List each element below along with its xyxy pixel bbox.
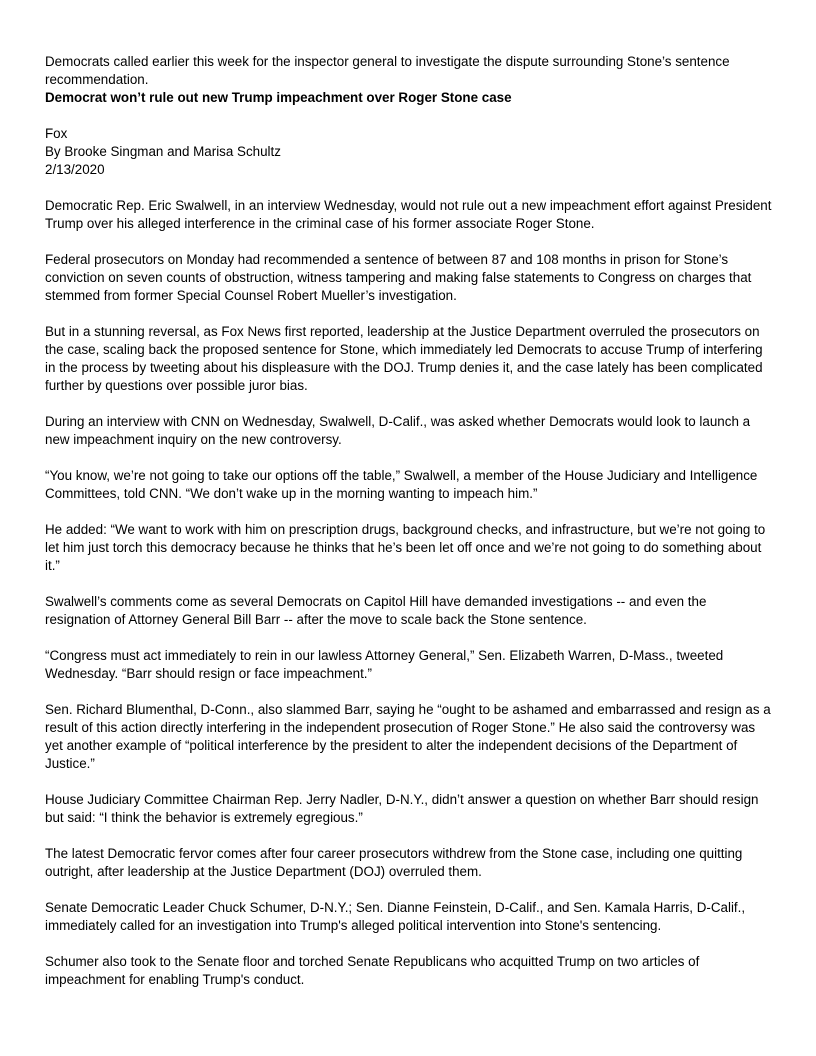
byline: By Brooke Singman and Marisa Schultz xyxy=(45,144,281,159)
paragraph: He added: “We want to work with him on prescription drugs, background checks, and infrastructure, but we’re not going to let him just torch this democracy because he thinks that he’s been let off once and we’re not going to do something about it.” xyxy=(45,522,766,573)
paragraph: Swalwell’s comments come as several Democrats on Capitol Hill have demanded investigations -- and even the resignation of Attorney General Bill Barr -- after the move to scale back the Stone sentence. xyxy=(45,594,707,627)
intro-text: Democrats called earlier this week for the inspector general to investigate the dispute surrounding Stone’s sentence recommendation. xyxy=(45,54,730,87)
paragraph: Democratic Rep. Eric Swalwell, in an interview Wednesday, would not rule out a new impeachment effort against President Trump over his alleged interference in the criminal case of his former associate Roger Stone. xyxy=(45,198,772,231)
article-body xyxy=(45,197,773,989)
document-page xyxy=(45,53,773,989)
paragraph: Sen. Richard Blumenthal, D-Conn., also slammed Barr, saying he “ought to be ashamed and embarrassed and resign as a result of this action directly interfering in the independent prosecution of Roger Stone.” He also said the controversy was yet another example of “political interference by the president to alter the independent decisions of the Department of Justice.” xyxy=(45,702,771,771)
byline-block xyxy=(45,125,773,179)
paragraph: “You know, we’re not going to take our options off the table,” Swalwell, a member of the House Judiciary and Intelligence Committees, told CNN. “We don’t wake up in the morning wanting to impeach him.” xyxy=(45,468,758,501)
source-name: Fox xyxy=(45,126,68,141)
paragraph: Federal prosecutors on Monday had recommended a sentence of between 87 and 108 months in prison for Stone’s conviction on seven counts of obstruction, witness tampering and making false statements to Congress on charges that stemmed from former Special Counsel Robert Mueller’s investigation. xyxy=(45,252,752,303)
publish-date: 2/13/2020 xyxy=(45,162,105,177)
paragraph: Schumer also took to the Senate floor and torched Senate Republicans who acquitted Trump on two articles of impeachment for enabling Trump's conduct. xyxy=(45,954,700,987)
paragraph: During an interview with CNN on Wednesday, Swalwell, D-Calif., was asked whether Democrats would look to launch a new impeachment inquiry on the new controversy. xyxy=(45,414,751,447)
article-headline: Democrat won’t rule out new Trump impeachment over Roger Stone case xyxy=(45,90,512,105)
paragraph: But in a stunning reversal, as Fox News first reported, leadership at the Justice Department overruled the prosecutors on the case, scaling back the proposed sentence for Stone, which immediately led Democrats to accuse Trump of interfering in the process by tweeting about his displeasure with the DOJ. Trump denies it, and the case lately has been complicated further by questions over possible juror bias. xyxy=(45,324,763,393)
paragraph: “Congress must act immediately to rein in our lawless Attorney General,” Sen. Elizabeth Warren, D-Mass., tweeted Wednesday. “Barr should resign or face impeachment.” xyxy=(45,648,724,681)
paragraph: Senate Democratic Leader Chuck Schumer, D-N.Y.; Sen. Dianne Feinstein, D-Calif., and Sen. Kamala Harris, D-Calif., immediately called for an investigation into Trump's alleged political intervention into Stone's sentencing. xyxy=(45,900,746,933)
paragraph: The latest Democratic fervor comes after four career prosecutors withdrew from the Stone case, including one quitting outright, after leadership at the Justice Department (DOJ) overruled them. xyxy=(45,846,743,879)
paragraph: House Judiciary Committee Chairman Rep. Jerry Nadler, D-N.Y., didn’t answer a question on whether Barr should resign but said: “I think the behavior is extremely egregious.” xyxy=(45,792,759,825)
